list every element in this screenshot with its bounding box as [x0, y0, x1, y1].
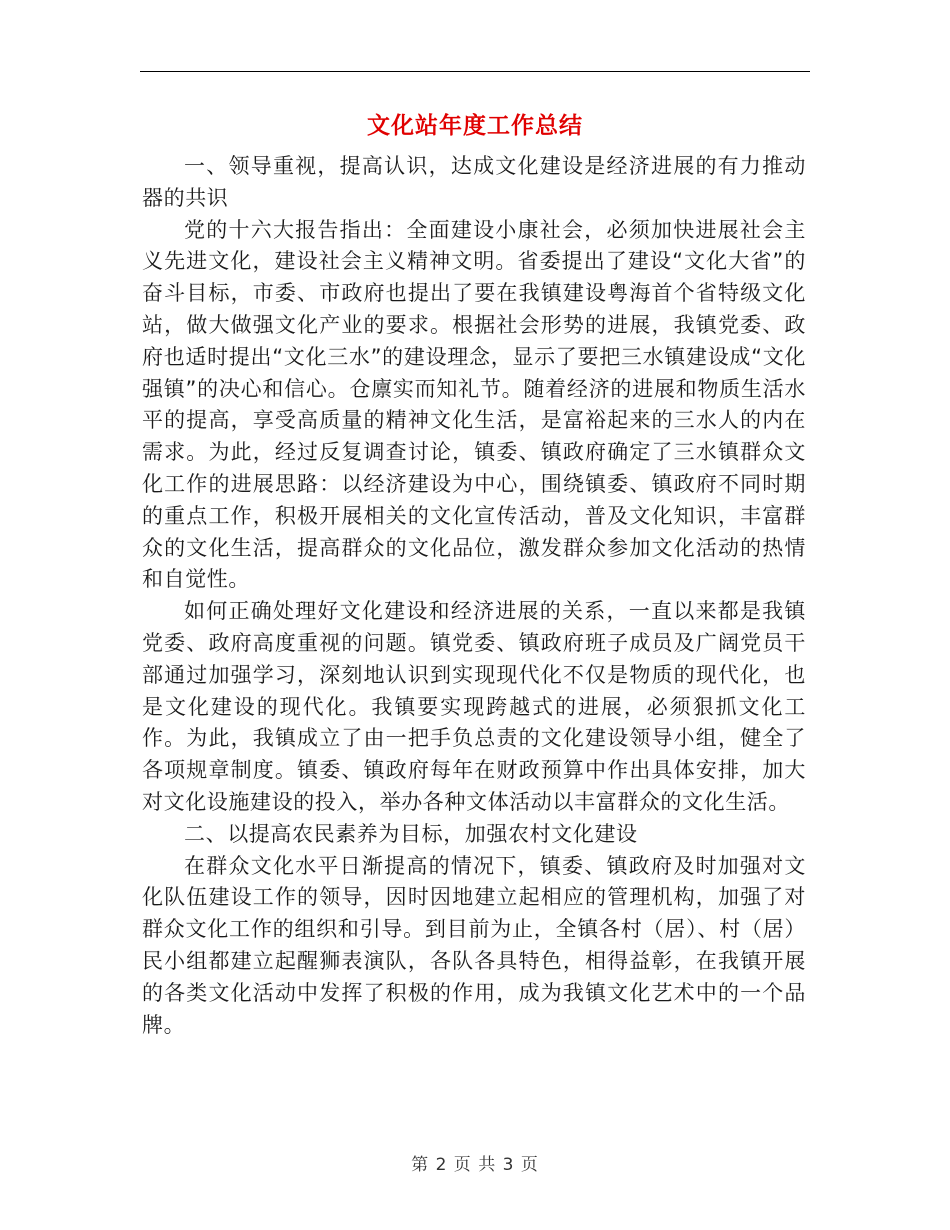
page-number-footer: 第 2 页 共 3 页 [411, 1155, 539, 1175]
document-body [142, 151, 806, 1041]
document-title: 文化站年度工作总结 [367, 113, 583, 139]
body-paragraph-2: 如何正确处理好文化建设和经济进展的关系，一直以来都是我镇党委、政府高度重视的问题。镇党委、镇政府班子成员及广阔党员干部通过加强学习，深刻地认识到实现现代化不仅是物质的现代化，也是文化建设的现代化。我镇要实现跨越式的进展，必须狠抓文化工作。为此，我镇成立了由一把手负总责的文化建设领导小组，健全了各项规章制度。镇委、镇政府每年在财政预算中作出具体安排，加大对文化设施建设的投入，举办各种文体活动以丰富群众的文化生活。 [142, 599, 806, 814]
section-heading-2: 二、以提高农民素养为目标，加强农村文化建设 [184, 821, 638, 846]
header-rule [140, 71, 810, 72]
body-paragraph-1: 党的十六大报告指出：全面建设小康社会，必须加快进展社会主义先进文化，建设社会主义精神文明。省委提出了建设“文化大省”的奋斗目标，市委、市政府也提出了要在我镇建设粤海首个省特级文化站，做大做强文化产业的要求。根据社会形势的进展，我镇党委、政府也适时提出“文化三水”的建设理念，显示了要把三水镇建设成“文化强镇”的决心和信心。仓廪实而知礼节。随着经济的进展和物质生活水平的提高，享受高质量的精神文化生活，是富裕起来的三水人的内在需求。为此，经过反复调查讨论，镇委、镇政府确定了三水镇群众文化工作的进展思路：以经济建设为中心，围绕镇委、镇政府不同时期的重点工作，积极开展相关的文化宣传活动，普及文化知识，丰富群众的文化生活，提高群众的文化品位，激发群众参加文化活动的热情和自觉性。 [142, 217, 806, 592]
body-paragraph-3: 在群众文化水平日渐提高的情况下，镇委、镇政府及时加强对文化队伍建设工作的领导，因时因地建立起相应的管理机构，加强了对群众文化工作的组织和引导。到目前为止，全镇各村（居）、村（居）民小组都建立起醒狮表演队，各队各具特色，相得益彰，在我镇开展的各类文化活动中发挥了积极的作用，成为我镇文化艺术中的一个品牌。 [142, 853, 806, 1037]
section-heading-1: 一、领导重视，提高认识，达成文化建设是经济进展的有力推动器的共识 [142, 154, 806, 210]
